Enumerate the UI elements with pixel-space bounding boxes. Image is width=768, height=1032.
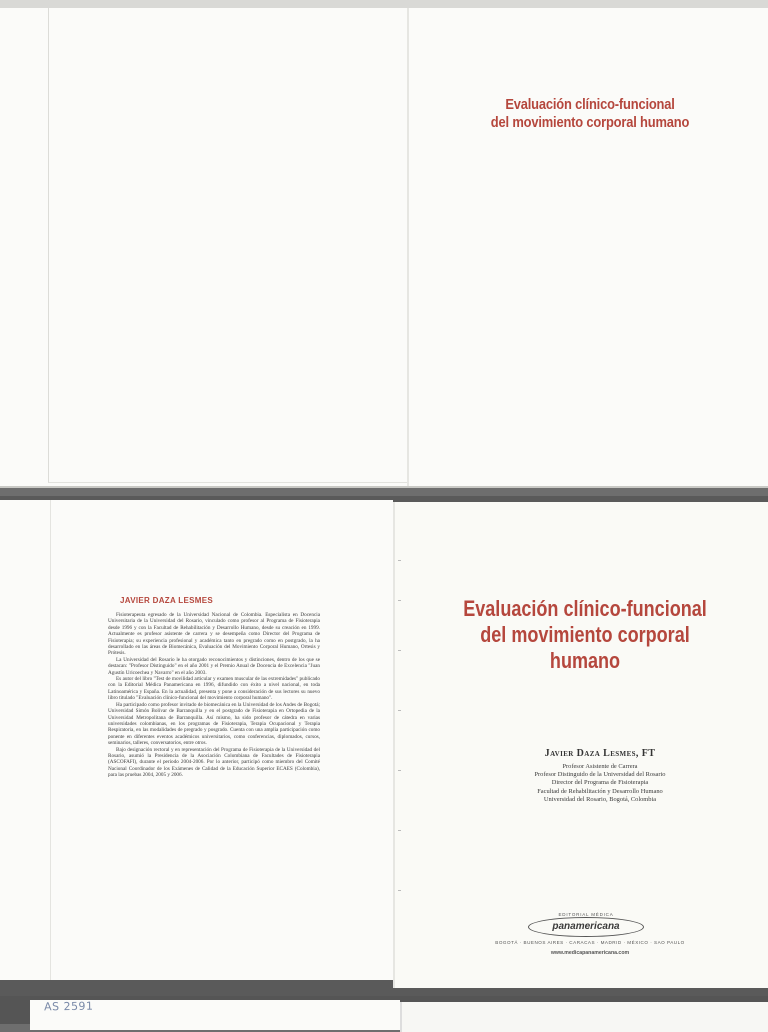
publisher-cities: BOGOTÁ · BUENOS AIRES · CARACAS · MADRID · MÉXICO · SAO PAULO	[495, 940, 685, 945]
publisher-small-text: EDITORIAL MÉDICA	[558, 912, 614, 917]
bio-paragraph: La Universidad del Rosario le ha otorgado reconocimientos y distinciones, dentro de los que se destacan: "Profesor Distinguido" en el año 2001 y el Premio Anual de Docencia de Excelencia "Juan Agustín Uricoechea y Navarro" en el año 2003.	[108, 656, 320, 676]
credential-line: Profesor Distinguido de la Universidad del Rosario	[534, 771, 666, 779]
book-title	[450, 596, 721, 674]
credential-line: Director del Programa de Fisioterapia	[551, 779, 649, 787]
bio-paragraph: Ha participado como profesor invitado de biomecánica en la Universidad de los Andes de Bogotá; Universidad Simón Bolívar de Barranquilla y en el postgrado de Fisioterapia en Ortopedia de la Universidad Metropolitana de Barranquilla. Así mismo, ha sido profesor de cátedra en varias universidades colombianas, en los programas de Fisioterapia, Terapia Ocupacional y Terapia Respiratoria, en las modalidades de pregrado y posgrado. Cuenta con una amplia participación como ponente en diferentes eventos académicos universitarios, como conferencias, diplomados, cursos, seminarios, talleres, conversatorios, entre otros.	[108, 701, 320, 747]
blank-left-page	[48, 8, 408, 483]
bio-paragraph: Es autor del libro "Test de movilidad articular y examen muscular de las extremidades" publicado con la Editorial Médica Panamericana en 1996, difundido con éxito a nivel nacional, en toda Latinoamérica y España. En la actualidad, presenta y pone a consideración de sus lectores su nuevo libro titulado "Evaluación clínico-funcional del movimiento corporal humano".	[108, 676, 320, 702]
publisher-logo	[528, 912, 644, 938]
publisher-website: www.medicapanamericana.com	[550, 950, 630, 956]
half-title	[487, 96, 693, 132]
gutter-marks	[398, 540, 402, 940]
spine-fold	[407, 8, 409, 486]
credential-line: Facultad de Rehabilitación y Desarrollo Humano	[537, 787, 663, 795]
handwritten-call-number: AS 2591	[43, 999, 94, 1014]
author-bio	[108, 612, 320, 779]
publisher-name: panamericana	[552, 921, 620, 932]
scan-spread-bottom	[0, 996, 768, 1024]
scan-spread-top	[0, 8, 768, 488]
book-title-line2: del movimiento corporal humano	[480, 622, 690, 673]
next-right-page	[400, 1002, 768, 1032]
credential-line: Universidad del Rosario, Bogotá, Colombia	[543, 795, 657, 803]
credential-line: Profesor Asistente de Carrera	[562, 763, 638, 770]
page-edge	[50, 500, 51, 980]
author-credentials	[470, 763, 730, 804]
half-title-line1: Evaluación clínico-funcional	[505, 96, 675, 113]
half-title-line2: del movimiento corporal humano	[490, 114, 690, 131]
book-title-line1: Evaluación clínico-funcional	[463, 596, 707, 621]
bio-paragraph: Fisioterapeuta egresado de la Universidad Nacional de Colombia. Especialista en Docencia Universitaria de la Universidad del Rosario, vinculado como profesor al Programa de Fisioterapia desde 1996 y con la Facultad de Rehabilitación y Desarrollo Humano, desde su creación en 1999. Actualmente es profesor asistente de carrera y se desempeña como Director del Programa de Fisioterapia; su experiencia profesional y académica tanto en pregrado como en postgrado, la ha desarrollado en las áreas de Biomecánica, Evaluación del Movimiento Corporal Humano, Ortesis y Prótesis.	[108, 612, 320, 657]
author-name: Javier Daza Lesmes, FT	[544, 748, 656, 759]
author-heading: JAVIER DAZA LESMES	[120, 596, 213, 605]
bio-paragraph: Bajo designación rectoral y en representación del Programa de Fisioterapia de la Universidad del Rosario, asumió la Presidencia de la Asociación Colombiana de Facultades de Fisioterapia (ASCOFAFI), durante el periodo 2004-2006. Por lo anterior, participó como miembro del Comité Nacional Coordinador de los Exámenes de Calidad de la Educación Superior ECAES (Colombia), para las pruebas 2004, 2005 y 2006.	[108, 746, 320, 779]
